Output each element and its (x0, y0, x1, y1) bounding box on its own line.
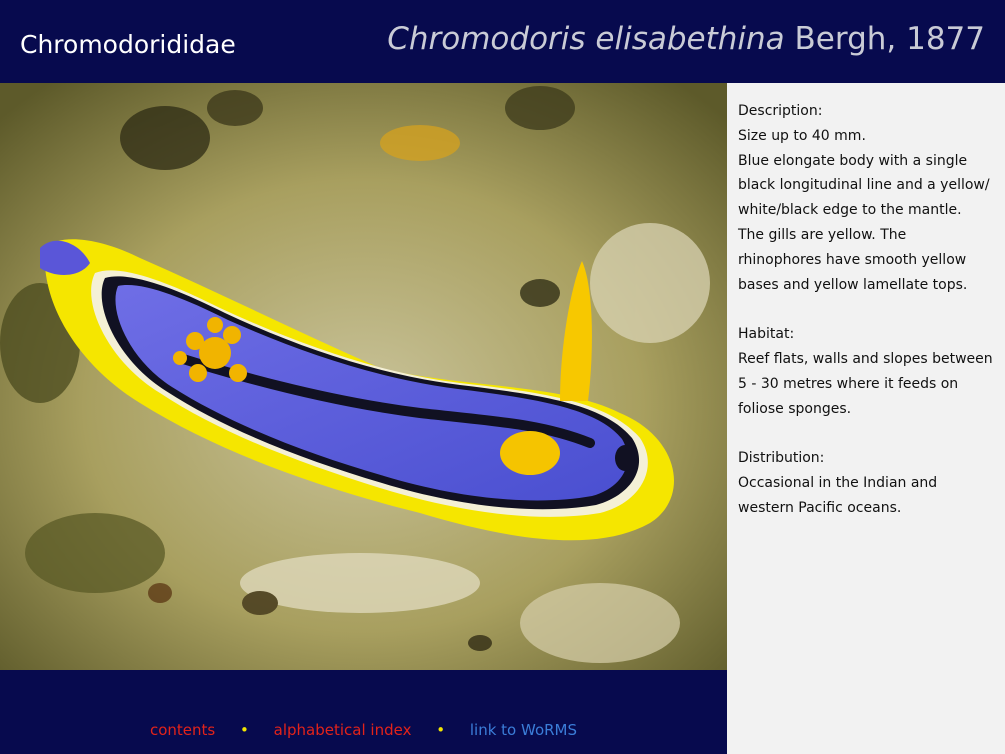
section-heading: Distribution: (738, 450, 825, 467)
distribution-line: Occasional in the Indian and (738, 474, 938, 491)
description-line: black longitudinal line and a yellow/ (738, 177, 990, 194)
description-section (738, 99, 1000, 297)
footer-nav (0, 720, 727, 740)
habitat-section (738, 322, 1000, 421)
bullet-separator: • (436, 721, 446, 739)
description-line: The gills are yellow. The (738, 226, 907, 243)
section-heading: Habitat: (738, 326, 795, 343)
description-line: Blue elongate body with a single (738, 152, 968, 169)
description-line: rhinophores have smooth yellow (738, 251, 967, 268)
section-heading: Description: (738, 103, 823, 119)
description-line: Size up to 40 mm. (738, 127, 866, 144)
habitat-line: Reef flats, walls and slopes between (738, 350, 993, 367)
nudibranch-image (0, 83, 727, 670)
worms-link-prefix: link to (469, 721, 521, 739)
species-author: Bergh, 1877 (794, 21, 985, 57)
species-binomial: Chromodoris elisabethina (387, 21, 785, 57)
header-bar (0, 0, 1005, 83)
alphabetical-index-link[interactable]: alphabetical index (273, 721, 412, 739)
worms-link[interactable] (470, 721, 577, 739)
species-info-panel (727, 83, 1005, 754)
bullet-separator: • (240, 721, 249, 739)
species-photo (0, 83, 727, 670)
species-title (387, 20, 985, 58)
habitat-line: 5 - 30 metres where it feeds on (738, 375, 959, 392)
footer-bar (0, 670, 727, 754)
habitat-line: foliose sponges. (738, 400, 852, 417)
distribution-section (738, 446, 1000, 520)
description-line: white/black edge to the mantle. (738, 202, 962, 219)
worms-link-name: WoRMS (521, 721, 578, 739)
species-description (738, 99, 1000, 545)
distribution-line: western Pacific oceans. (738, 499, 902, 516)
description-line: bases and yellow lamellate tops. (738, 276, 968, 293)
family-title: Chromodorididae (20, 30, 236, 59)
contents-link[interactable]: contents (149, 721, 216, 739)
